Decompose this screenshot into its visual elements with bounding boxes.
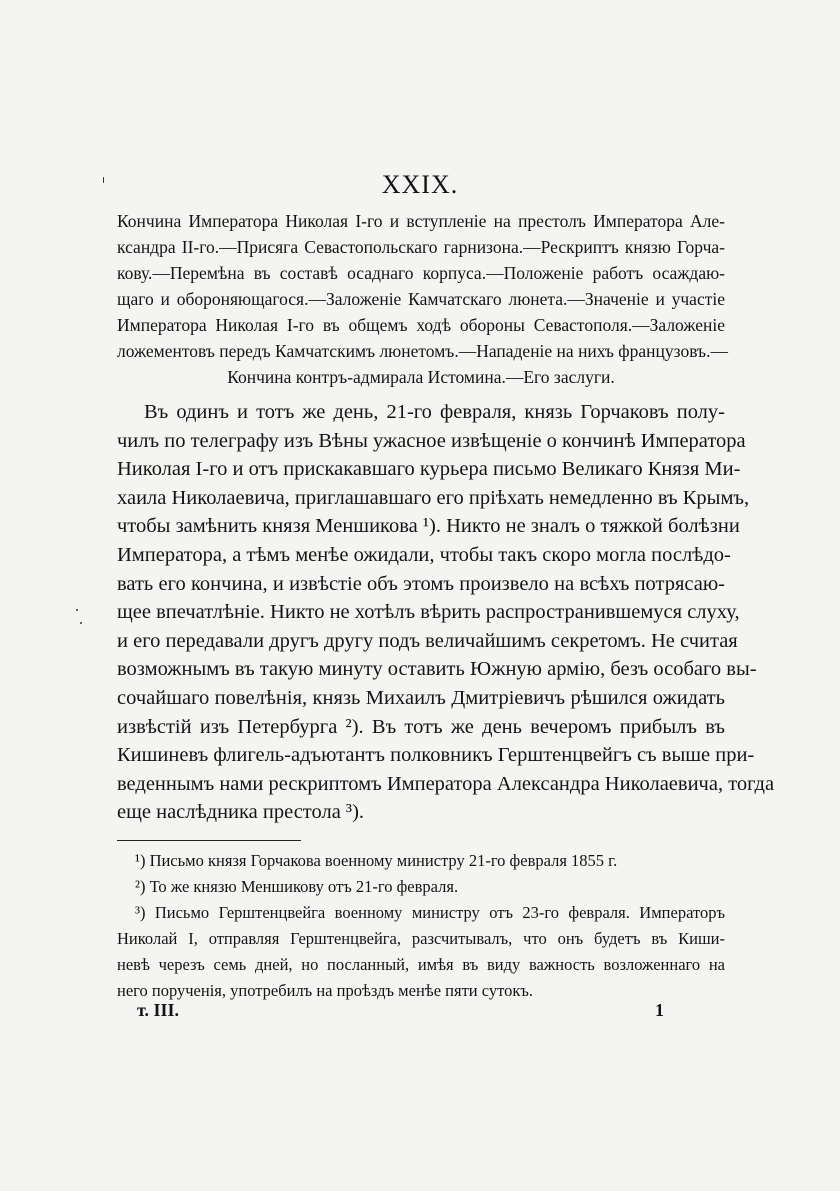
body-line: возможнымъ въ такую минуту оставить Южную армію, безъ особаго вы- [117, 658, 757, 681]
chapter-number: XXIX. [381, 170, 459, 199]
summary-line: Кончина Императора Николая I-го и вступленіе на престолъ Императора Але- [117, 211, 725, 231]
body-line: извѣстій изъ Петербурга ²). Въ тотъ же день вечеромъ прибылъ въ [117, 715, 725, 738]
body-line: чтобы замѣнить князя Меншикова ¹). Никто не зналъ о тяжкой болѣзни [117, 515, 740, 538]
footnote-line: ²) То же князю Меншикову отъ 21-го февраля. [135, 877, 459, 896]
body-line: Кишиневъ флигель-адъютантъ полковникъ Герштенцвейгъ съ выше при- [117, 744, 755, 767]
body-line: Императора, а тѣмъ менѣе ожидали, чтобы такъ скоро могла послѣдо- [117, 543, 731, 566]
footnote-line: ³) Письмо Герштенцвейга военному министру отъ 23-го февраля. Императоръ [135, 903, 725, 922]
footnotes [117, 848, 725, 1004]
body-line: хаила Николаевича, приглашавшаго его пріѣхать немедленно въ Крымъ, [117, 486, 750, 509]
summary-line: Императора Николая I-го въ общемъ ходѣ обороны Севастополя.—Заложеніе [117, 315, 725, 335]
summary-line: щаго и обороняющагося.—Заложеніе Камчатскаго люнета.—Значеніе и участіе [117, 289, 725, 309]
scan-speck [80, 622, 82, 624]
chapter-summary [117, 208, 728, 390]
footnote-line: невѣ черезъ семь дней, но посланный, имѣя въ виду важность возложеннаго на [117, 955, 725, 974]
body-line: веденнымъ нами рескриптомъ Императора Александра Николаевича, тогда [117, 772, 775, 795]
body-line: и его передавали другъ другу подъ величайшимъ секретомъ. Не считая [117, 629, 738, 652]
summary-line: ксандра II-го.—Присяга Севастопольскаго гарнизона.—Рескриптъ князю Горча- [117, 237, 725, 257]
summary-line: Кончина контръ-адмирала Истомина.—Его заслуги. [227, 367, 615, 387]
page-number: 1 [655, 1000, 664, 1020]
body-line: Николая I-го и отъ прискакавшаго курьера письмо Великаго Князя Ми- [117, 458, 741, 481]
footnote-line: него порученія, употребилъ на проѣздъ менѣе пяти сутокъ. [117, 981, 534, 1000]
body-line: вать его кончина, и извѣстіе объ этомъ произвело на всѣхъ потрясаю- [117, 572, 725, 595]
footnote-line: ¹) Письмо князя Горчакова военному министру 21-го февраля 1855 г. [135, 851, 618, 870]
footnote-divider [117, 840, 301, 841]
body-line: щее впечатлѣніе. Никто не хотѣлъ вѣрить распространившемуся слуху, [117, 601, 740, 624]
summary-line: ложементовъ передъ Камчатскимъ люнетомъ.—Нападеніе на нихъ французовъ.— [117, 341, 728, 361]
scan-speck [76, 609, 78, 611]
footnote-line: Николай I, отправляя Герштенцвейга, разсчитывалъ, что онъ будетъ въ Киши- [117, 929, 725, 948]
summary-line: кову.—Перемѣна въ составѣ осаднаго корпуса.—Положеніе работъ осаждаю- [117, 263, 725, 283]
body-line: чилъ по телеграфу изъ Вѣны ужасное извѣщеніе о кончинѣ Императора [117, 429, 746, 452]
body-line: сочайшаго повелѣнія, князь Михаилъ Дмитріевичъ рѣшился ожидать [117, 686, 725, 709]
scan-speck [103, 177, 104, 183]
body-line: еще наслѣдника престола ³). [117, 801, 365, 824]
volume-signature-mark: т. III. [137, 1000, 180, 1020]
body-paragraph [117, 398, 775, 827]
body-line: Въ одинъ и тотъ же день, 21-го февраля, князь Горчаковъ полу- [144, 401, 725, 423]
